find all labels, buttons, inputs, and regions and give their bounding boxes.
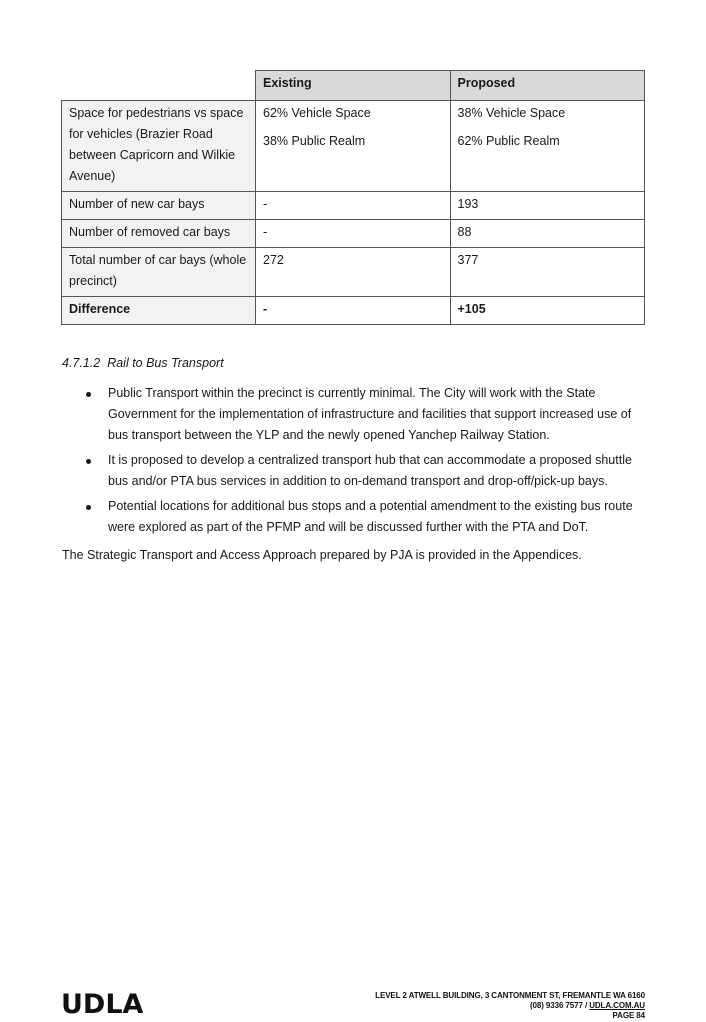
row-label: Difference xyxy=(62,297,256,325)
section-title: Rail to Bus Transport xyxy=(107,356,224,370)
proposed-value: 377 xyxy=(450,248,645,297)
existing-value: 272 xyxy=(256,248,451,297)
bullet-icon xyxy=(86,392,91,397)
footer-separator: / xyxy=(584,1001,588,1010)
row-label: Number of new car bays xyxy=(62,192,256,220)
udla-logo: UDLA xyxy=(61,989,144,1020)
table-header-blank xyxy=(62,71,256,101)
proposed-value: 193 xyxy=(450,192,645,220)
bullet-icon xyxy=(86,459,91,464)
table-header-existing: Existing xyxy=(256,71,451,101)
existing-value: 62% Vehicle Space xyxy=(263,106,371,120)
list-item xyxy=(62,383,650,446)
car-bays-table xyxy=(61,70,645,325)
list-item-text: It is proposed to develop a centralized transport hub that can accommodate a proposed shuttle bus and/or PTA bus services in addition to on-demand transport and drop-off/pick-up bays. xyxy=(108,453,632,488)
existing-value: - xyxy=(256,192,451,220)
footer-phone: (08) 9336 7577 xyxy=(529,1001,583,1010)
proposed-cell xyxy=(450,101,645,192)
page-number: PAGE 84 xyxy=(612,1011,645,1020)
list-item xyxy=(62,450,650,492)
table-row xyxy=(62,220,645,248)
table-header-row xyxy=(62,71,645,101)
footer-contact xyxy=(375,1001,645,1011)
proposed-value: 62% Public Realm xyxy=(457,134,560,148)
table-row xyxy=(62,101,645,192)
page-footer xyxy=(375,991,645,1021)
existing-value: - xyxy=(256,220,451,248)
list-item-text: Potential locations for additional bus stops and a potential amendment to the existing bus route were explored as part of the PFMP and will be discussed further with the PTA and DoT. xyxy=(108,499,633,534)
table-row xyxy=(62,192,645,220)
bullet-icon xyxy=(86,505,91,510)
table-header-proposed: Proposed xyxy=(450,71,645,101)
table-row xyxy=(62,248,645,297)
proposed-value: +105 xyxy=(450,297,645,325)
table-row-difference xyxy=(62,297,645,325)
proposed-value: 38% Vehicle Space xyxy=(457,106,566,120)
section-number: 4.7.1.2 xyxy=(62,356,101,370)
row-label: Number of removed car bays xyxy=(62,220,256,248)
list-item xyxy=(62,496,650,538)
list-item-text: Public Transport within the precinct is currently minimal. The City will work with the State Government for the implementation of infrastructure and facilities that support increased use of bus transport between the YLP and the newly opened Yanchep Railway Station. xyxy=(108,386,632,442)
proposed-value: 88 xyxy=(450,220,645,248)
row-label: Total number of car bays (whole precinct) xyxy=(62,248,256,297)
closing-paragraph: The Strategic Transport and Access Approach prepared by PJA is provided in the Appendices. xyxy=(62,548,582,562)
existing-value: - xyxy=(256,297,451,325)
row-label: Space for pedestrians vs space for vehicles (Brazier Road between Capricorn and Wilkie Avenue) xyxy=(62,101,256,192)
existing-cell xyxy=(256,101,451,192)
section-heading xyxy=(62,356,224,370)
footer-website-link[interactable]: UDLA.COM.AU xyxy=(589,1001,645,1010)
existing-value: 38% Public Realm xyxy=(263,134,366,148)
bullet-list xyxy=(62,383,650,542)
footer-address: LEVEL 2 ATWELL BUILDING, 3 CANTONMENT ST, FREMANTLE WA 6160 xyxy=(375,991,645,1000)
